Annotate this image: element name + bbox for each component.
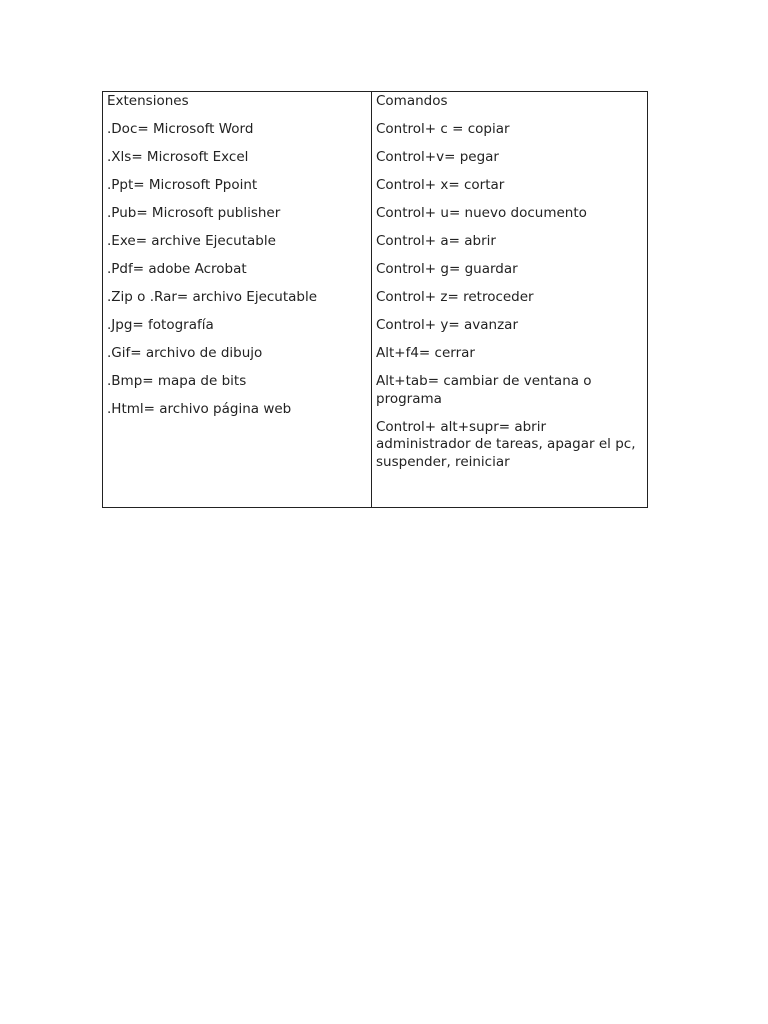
command-item: Control+ a= abrir	[376, 233, 496, 249]
extensions-commands-table	[102, 91, 648, 508]
extension-item: .Xls= Microsoft Excel	[107, 149, 249, 165]
command-item: Control+ u= nuevo documento	[376, 205, 587, 221]
extension-item: .Zip o .Rar= archivo Ejecutable	[107, 289, 318, 305]
extension-item: .Pub= Microsoft publisher	[107, 205, 281, 221]
command-item: Control+ alt+supr= abrir administrador de tareas, apagar el pc, suspender, reiniciar	[376, 418, 636, 470]
extension-item: .Bmp= mapa de bits	[107, 373, 247, 389]
extensions-column	[103, 92, 372, 507]
extension-item: .Gif= archivo de dibujo	[107, 345, 263, 361]
extension-item: .Jpg= fotografía	[107, 317, 214, 333]
command-item: Control+ c = copiar	[376, 121, 510, 137]
extension-item: .Html= archivo página web	[107, 401, 292, 417]
commands-column	[372, 92, 647, 507]
command-item: Alt+tab= cambiar de ventana o programa	[376, 373, 592, 407]
extension-item: .Pdf= adobe Acrobat	[107, 261, 247, 277]
extension-item: .Ppt= Microsoft Ppoint	[107, 177, 258, 193]
commands-header: Comandos	[376, 93, 448, 109]
command-item: Control+v= pegar	[376, 149, 499, 165]
command-item: Control+ x= cortar	[376, 177, 505, 193]
extension-item: .Exe= archive Ejecutable	[107, 233, 276, 249]
command-item: Control+ g= guardar	[376, 261, 518, 277]
extension-item: .Doc= Microsoft Word	[107, 121, 254, 137]
command-item: Control+ z= retroceder	[376, 289, 534, 305]
command-item: Control+ y= avanzar	[376, 317, 518, 333]
extensions-header: Extensiones	[107, 93, 189, 109]
command-item: Alt+f4= cerrar	[376, 345, 475, 361]
